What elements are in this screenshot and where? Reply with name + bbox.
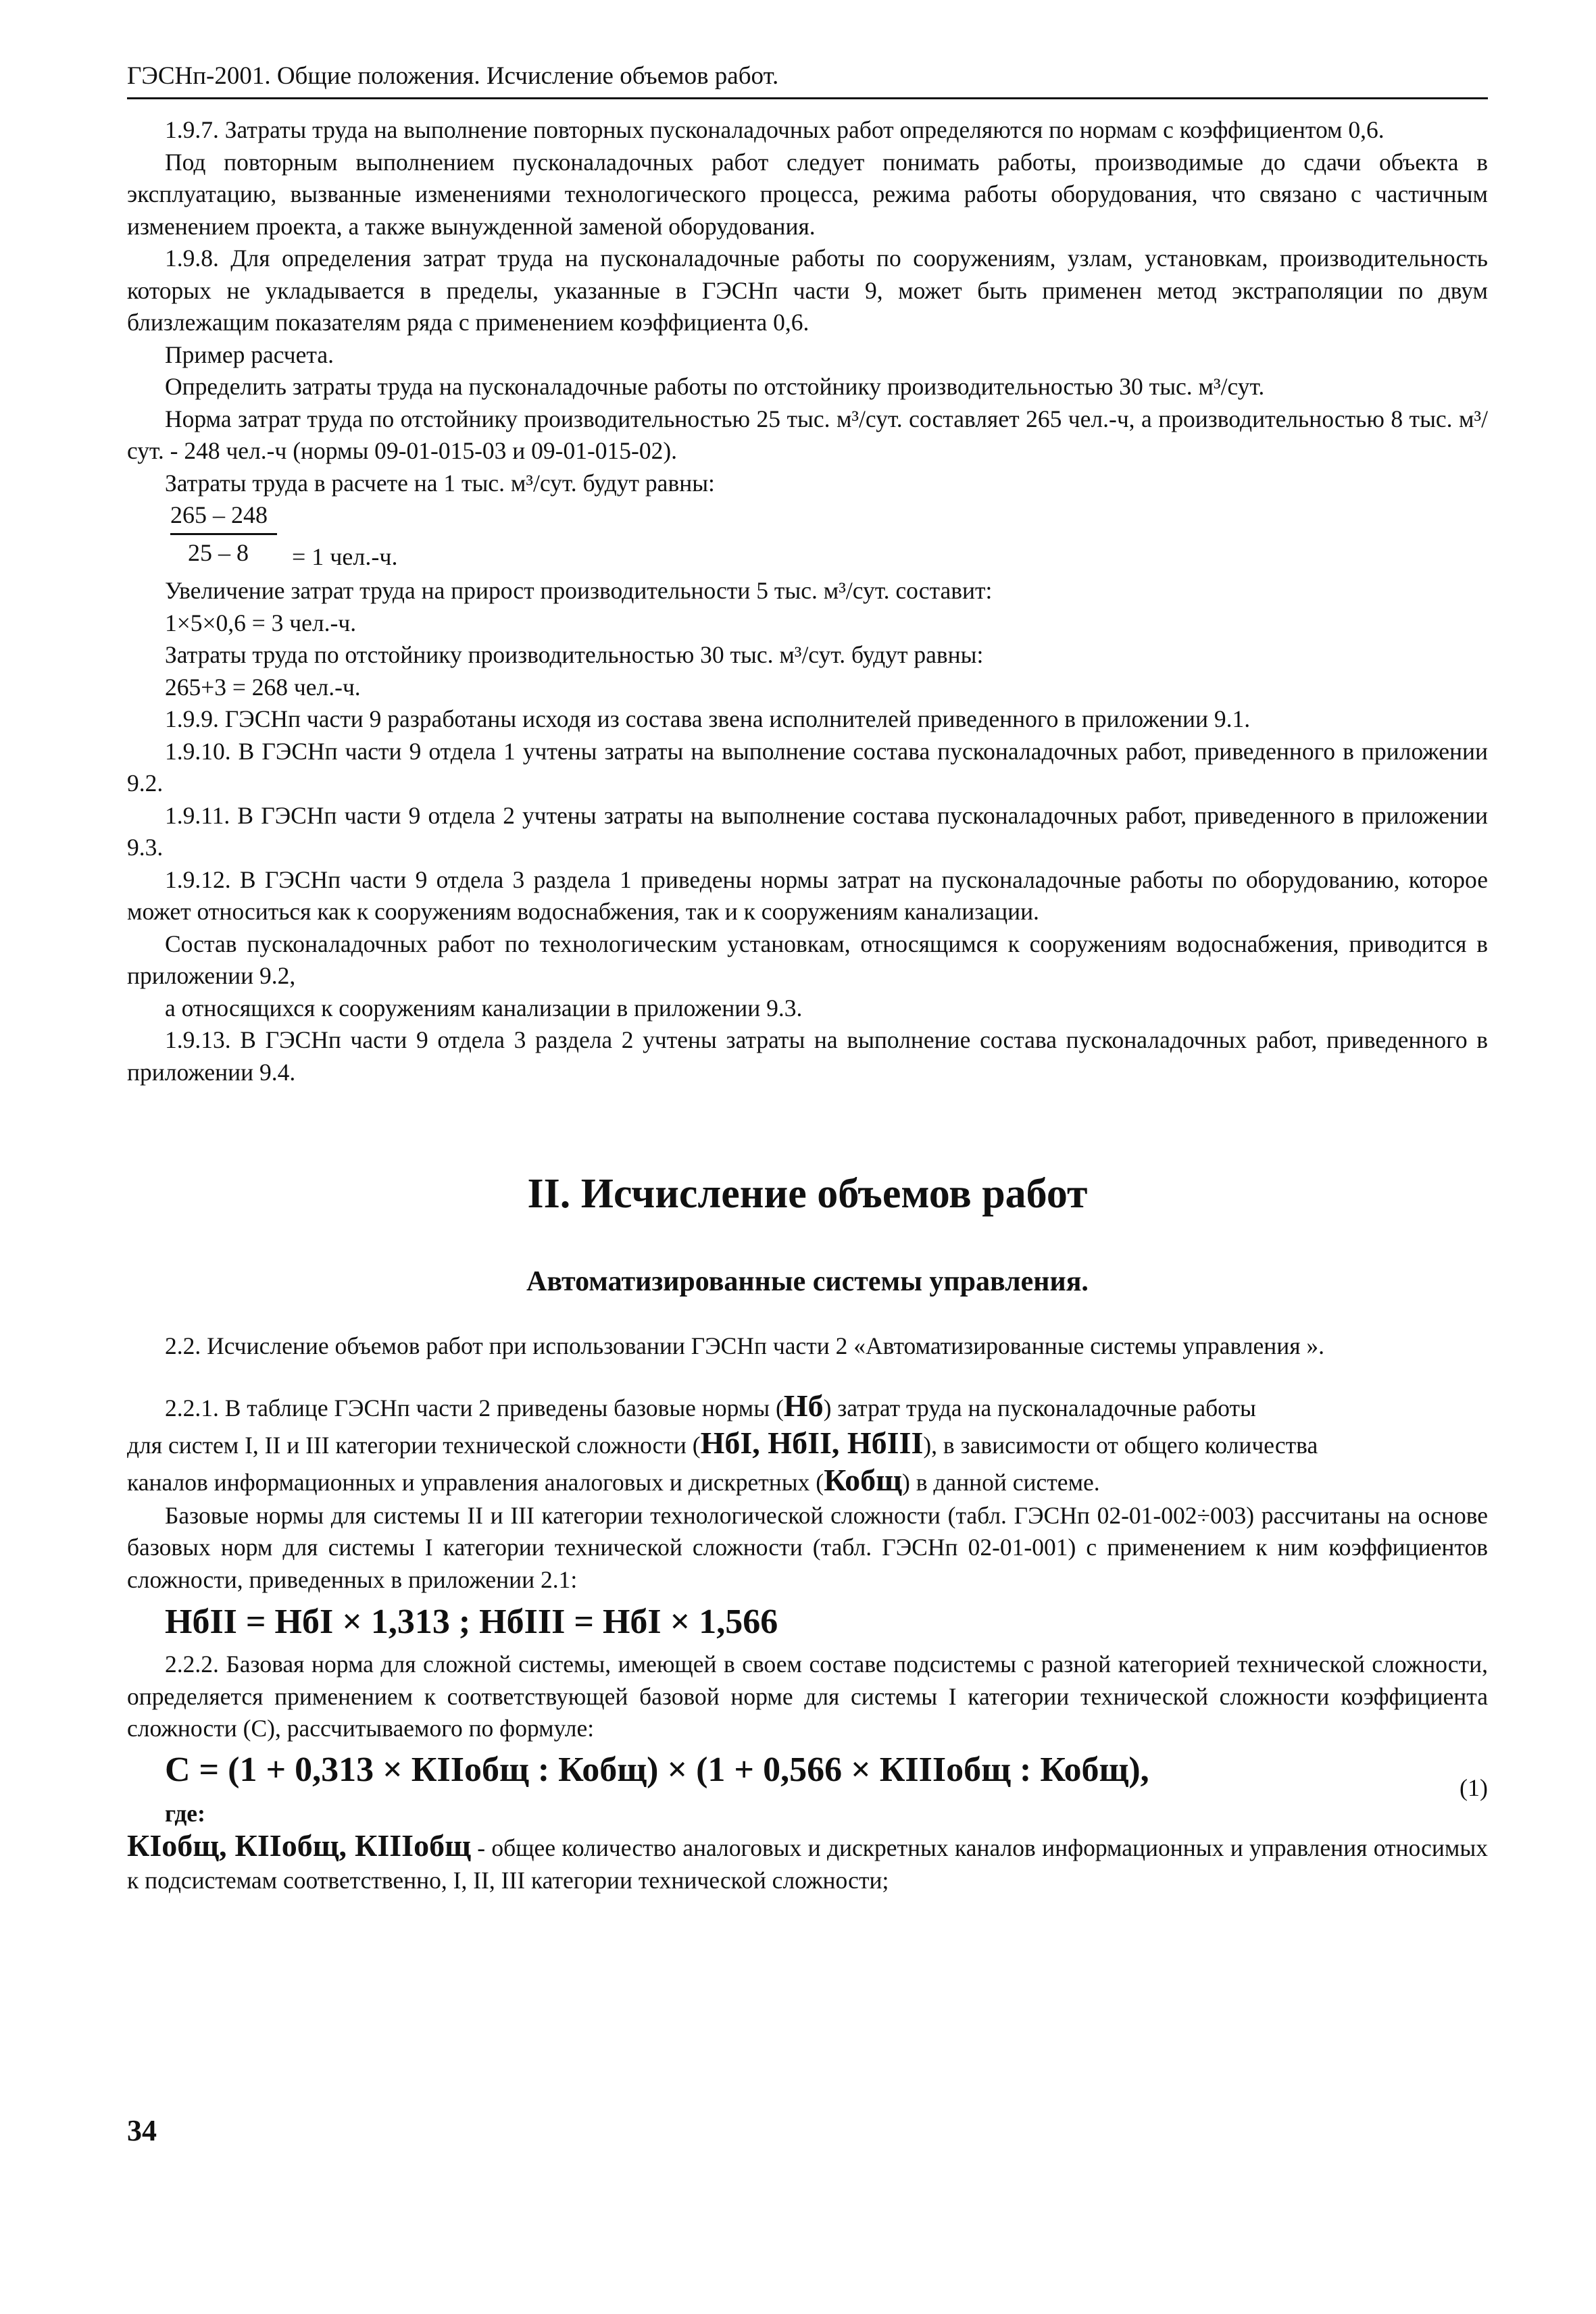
paragraph-1-9-12: 1.9.12. В ГЭСНп части 9 отдела 3 раздела 1 приведены нормы затрат на пусконаладочные работы по оборудованию, которое может относиться как к сооружениям водоснабжения, так и к сооружениям канализации. — [127, 865, 1488, 925]
section-title: II. Исчисление объемов работ — [527, 1171, 1088, 1217]
fraction-result: = 1 чел.-ч. — [292, 543, 398, 570]
text-2-2-1-c: каналов информационных и управления аналоговых и дискретных ( — [127, 1468, 824, 1496]
example-increase: Увеличение затрат труда на прирост производительности 5 тыс. м³/сут. составит: — [165, 577, 993, 604]
paragraph-repeat-def: Под повторным выполнением пусконаладочных работ следует понимать работы, производимые до сдачи объекта в эксплуатацию, вызванные изменениями технологического процесса, режима работы оборудования, что связано с частичным изменением проекта, а также вынужденной заменой оборудования. — [127, 148, 1488, 240]
paragraph-sewerage: а относящихся к сооружениям канализации в приложении 9.3. — [165, 994, 803, 1022]
equation-number: (1) — [1460, 1774, 1488, 1801]
subsection-title: Автоматизированные системы управления. — [526, 1266, 1089, 1297]
paragraph-2-2-1-line-a — [127, 1388, 1488, 1426]
fraction-bar — [170, 533, 277, 535]
text-2-2-1-a: 2.2.1. В таблице ГЭСНп части 2 приведены базовые нормы ( — [165, 1394, 784, 1422]
paragraph-2-2-1-line-c — [127, 1463, 1488, 1500]
example-total-calc: 265+3 = 268 чел.-ч. — [165, 673, 361, 701]
paragraph-1-9-9: 1.9.9. ГЭСНп части 9 разработаны исходя из состава звена исполнителей приведенного в приложении 9.1. — [165, 705, 1251, 732]
text-2-2-1-a2: ) затрат труда на пусконаладочные работы — [823, 1394, 1256, 1422]
definition-channels-text: - общее количество аналоговых и дискретных каналов информационных и управления относимых к подсистемам соответственно, I, II, III категории технической сложности; — [127, 1834, 1488, 1894]
text-2-2-1-c2: ) в данной системе. — [902, 1468, 1100, 1496]
paragraph-1-9-13: 1.9.13. В ГЭСНп части 9 отдела 3 раздела 2 учтены затраты на выполнение состава пусконаладочных работ, приведенного в приложении 9.4. — [127, 1026, 1488, 1086]
example-per-unit: Затраты труда в расчете на 1 тыс. м³/сут. будут равны: — [165, 469, 715, 497]
symbol-base-norm: Нб — [783, 1388, 824, 1423]
equation-complexity-body: C = (1 + 0,313 × КIIобщ : Кобщ) × (1 + 0,566 × КIIIобщ : Кобщ), — [165, 1750, 1149, 1789]
symbol-channels-total: Кобщ — [824, 1462, 903, 1497]
text-2-2-1-b: для систем I, II и III категории технической сложности ( — [127, 1431, 701, 1459]
symbol-channel-counts: КIобщ, КIIобщ, КIIIобщ — [127, 1828, 471, 1863]
example-norm: Норма затрат труда по отстойнику производительностью 25 тыс. м³/сут. составляет 265 чел.-ч, а производительностью 8 тыс. м³/сут. - 248 чел.-ч (нормы 09-01-015-03 и 09-01-015-02). — [127, 405, 1488, 464]
text-2-2-1-b2: ), в зависимости от общего количества — [923, 1431, 1318, 1459]
example-increase-calc: 1×5×0,6 = 3 чел.-ч. — [165, 609, 357, 636]
fraction-denominator: 25 – 8 — [188, 539, 249, 566]
paragraph-2-2-1-line-b — [127, 1426, 1488, 1463]
fraction-numerator: 265 – 248 — [170, 501, 268, 528]
where-label: где: — [165, 1799, 205, 1827]
document-page — [127, 59, 1488, 1896]
running-header: ГЭСНп-2001. Общие положения. Исчисление объемов работ. — [127, 59, 1488, 99]
paragraph-1-9-10: 1.9.10. В ГЭСНп части 9 отдела 1 учтены затраты на выполнение состава пусконаладочных работ, приведенного в приложении 9.2. — [127, 737, 1488, 797]
body-text — [127, 114, 1488, 1896]
paragraph-2-2: 2.2. Исчисление объемов работ при использовании ГЭСНп части 2 «Автоматизированные системы управления ». — [165, 1332, 1325, 1359]
paragraph-1-9-7: 1.9.7. Затраты труда на выполнение повторных пусконаладочных работ определяются по нормам с коэффициентом 0,6. — [165, 116, 1385, 143]
paragraph-composition: Состав пусконаладочных работ по технологическим установкам, относящимся к сооружениям водоснабжения, приводится в приложении 9.2, — [127, 930, 1488, 989]
paragraph-base-norms: Базовые нормы для системы II и III категории технологической сложности (табл. ГЭСНп 02-01-002÷003) рассчитаны на основе базовых норм для системы I категории технической сложности (табл. ГЭСНп 02-01-001) с применением к ним коэффициентов сложности, приведенных в приложении 2.1: — [127, 1501, 1488, 1593]
fraction-formula — [170, 499, 1488, 575]
definition-channels — [127, 1830, 1488, 1896]
symbol-category-norms: НбI, НбII, НбIII — [700, 1425, 924, 1460]
equation-complexity — [127, 1745, 1488, 1801]
page-number: 34 — [127, 2114, 157, 2147]
example-total: Затраты труда по отстойнику производительностью 30 тыс. м³/сут. будут равны: — [165, 641, 984, 668]
paragraph-2-2-2: 2.2.2. Базовая норма для сложной системы, имеющей в своем составе подсистемы с разной категорией технической сложности, определяется применением к соответствующей базовой норме для системы I категории технической сложности коэффициента сложности (С), рассчитываемого по формуле: — [127, 1651, 1488, 1742]
paragraph-1-9-11: 1.9.11. В ГЭСНп части 9 отдела 2 учтены затраты на выполнение состава пусконаладочных работ, приведенного в приложении 9.3. — [127, 801, 1488, 861]
paragraph-1-9-8: 1.9.8. Для определения затрат труда на пусконаладочные работы по сооружениям, узлам, установкам, производительность которых не укладывается в пределы, указанные в ГЭСНп части 9, может быть применен метод экстраполяции по двум близлежащим показателям ряда с применением коэффициента 0,6. — [127, 245, 1488, 336]
paragraph-example-label: Пример расчета. — [165, 341, 334, 368]
example-task: Определить затраты труда на пусконаладочные работы по отстойнику производительностью 30 тыс. м³/сут. — [165, 373, 1265, 400]
equation-coefficients: НбII = НбI × 1,313 ; НбIII = НбI × 1,566 — [165, 1603, 778, 1641]
